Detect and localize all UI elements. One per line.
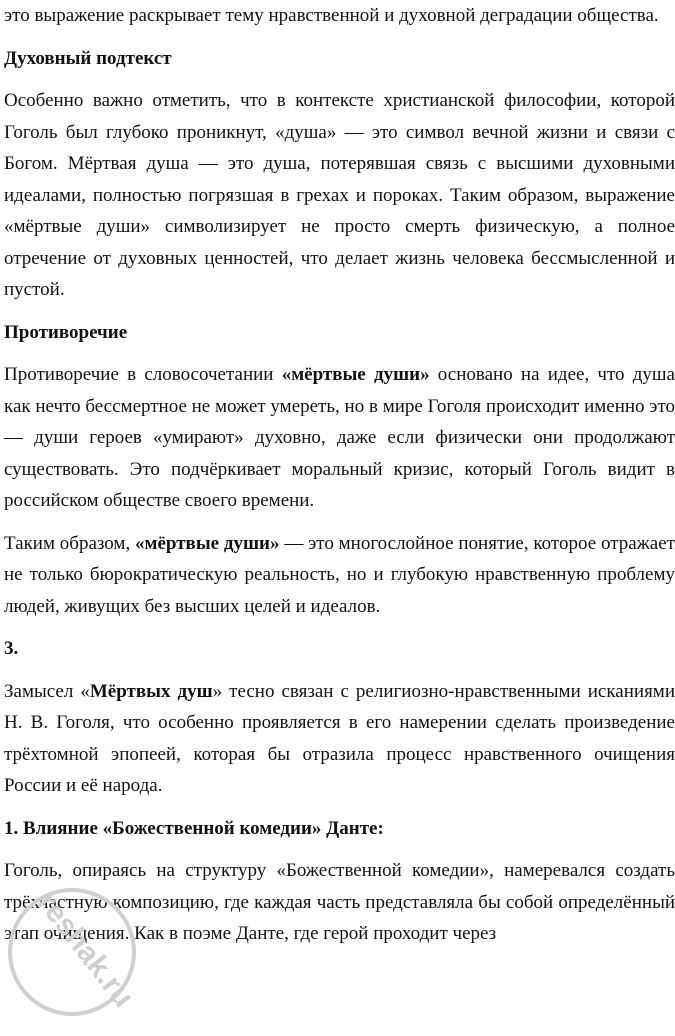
heading-spiritual-subtext: Духовный подтекст (4, 47, 172, 69)
bold-phrase: «мёртвые души» (281, 364, 430, 385)
bold-phrase: «мёртвые души» (135, 532, 280, 554)
paragraph-spiritual-subtext: Особенно важно отметить, что в контексте христианской философии, которой Гоголь был глубоко проникнут, «душа» — это символ вечной жизни и связи с Богом. Мёртвая душа — это душа, потерявшая связь с высшими духовными идеалами, полностью погрязшая в грехах и пороках. Таким образом, выражение «мёртвые души» символизирует не просто смерть физическую, а полное отречение от духовных ценностей, что делает жизнь человека бессмысленной и пустой. (4, 90, 675, 300)
watermark-text: reshak.ru (30, 886, 141, 1014)
text-run: — это многослойное понятие, которое отражает не только бюрократическую реальность, но и глубокую нравственную проблему людей, живущих без высших целей и идеалов. (4, 532, 675, 617)
paragraph-intro-end: это выражение раскрывает тему нравственной и духовной деградации общества. (4, 5, 659, 26)
text-run: Таким образом, (4, 532, 136, 554)
text-run: Противоречие в словосочетании (4, 364, 282, 385)
text-run: Замысел « (4, 680, 90, 702)
text-run: » тесно связан с религиозно-нравственными исканиями Н. В. Гоголя, что особенно проявляется в его намерении сделать произведение трёхтомной эпопеей, которая бы отразила процесс нравственного очищения России и её народа. (4, 680, 675, 796)
paragraph-contradiction (4, 359, 675, 517)
bold-phrase: Мёртвых душ (89, 680, 213, 702)
heading-dante-influence: 1. Влияние «Божественной комедии» Данте: (4, 817, 384, 839)
heading-contradiction: Противоречие (4, 321, 128, 343)
section-number: 3. (4, 638, 19, 659)
paragraph-dante-influence: Гоголь, опираясь на структуру «Божественной комедии», намеревался создать трёхчастную композицию, где каждая часть представляла бы собой определённый этап очищения. Как в поэме Данте, где герой проходит через (4, 860, 675, 944)
paragraph-conclusion (4, 528, 675, 623)
paragraph-section-three (4, 676, 675, 802)
text-run: основано на идее, что душа как нечто бессмертное не может умереть, но в мире Гоголя происходит именно это — души героев «умирают» духовно, даже если физически они продолжают существовать. Это подчёркивает моральный кризис, который Гоголь видит в российском обществе своего времени. (4, 364, 675, 511)
